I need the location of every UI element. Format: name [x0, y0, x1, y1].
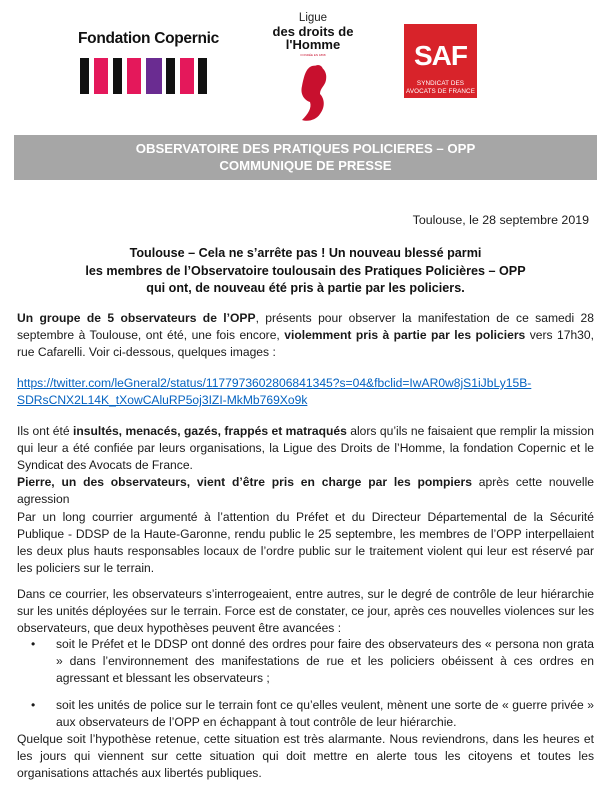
paragraph-intro [17, 310, 594, 361]
violence-text-3: après cette nouvelle agression [17, 475, 594, 506]
ldh-tagline: FONDÉE EN 1898 [300, 53, 326, 57]
twitter-link-line-1[interactable]: https://twitter.com/leGneral2/status/1177973602806841345?s=04&fbclid=IwAR0w8jS1iJbLy15B- [17, 376, 532, 390]
headline-line-3: qui ont, de nouveau été pris à partie par les policiers. [146, 281, 465, 295]
ldh-figure-icon [290, 62, 336, 124]
fondation-copernic-logo [78, 30, 219, 48]
twitter-link-line-2[interactable]: SDRsCNX2L14K_tXowCAluRP5oj3IZI-MkMb769Xo9k [17, 393, 308, 407]
ldh-line-1: Ligue [298, 12, 328, 24]
list-item-text: soit les unités de police sur le terrain font ce qu’elles veulent, mènent une sorte de « guerre privée » aux observateurs de l’OPP en échappant à tout contrôle de leur hiérarchie. [56, 698, 594, 729]
twitter-link[interactable] [17, 375, 594, 409]
hypotheses-list [31, 636, 594, 741]
title-banner [14, 135, 597, 180]
bullet-icon: • [31, 698, 36, 712]
ldh-line-2: des droits de [272, 24, 354, 39]
intro-bold-1: Un groupe de 5 observateurs de l’OPP [17, 311, 256, 325]
headline-line-1: Toulouse – Cela ne s’arrête pas ! Un nouveau blessé parmi [129, 246, 482, 260]
banner-title: OBSERVATOIRE DES PRATIQUES POLICIERES – OPP [135, 141, 476, 156]
violence-bold-1: insultés, menacés, gazés, frappés et matraqués [72, 424, 347, 438]
ligue-droits-homme-logo [268, 12, 358, 57]
saf-logo [404, 24, 477, 98]
bullet-icon: • [31, 637, 36, 651]
press-date: Toulouse, le 28 septembre 2019 [412, 213, 589, 227]
fondation-copernic-logo-text: Fondation Copernic [78, 30, 219, 47]
headline-line-2: les membres de l’Observatoire toulousain des Pratiques Policières – OPP [85, 263, 526, 278]
violence-bold-2: Pierre, un des observateurs, vient d’être pris en charge par les pompiers [17, 475, 472, 489]
list-item-text: soit le Préfet et le DDSP ont donné des ordres pour faire des observateurs des « persona non grata » dans l’environnement des manifestations de rue et les policiers obéissent à ces ordres en agressant et blessant les observateurs ; [56, 637, 594, 685]
intro-bold-2: violemment pris à partie par les policiers [284, 328, 526, 342]
copernic-bars-icon [80, 56, 210, 96]
saf-logo-sub-2: AVOCATS DE FRANCE [406, 87, 475, 95]
paragraph-conclusion: Quelque soit l’hypothèse retenue, cette situation est très alarmante. Nous reviendrons, dans les heures et les jours qui viennent sur cette situation qui doit mettre en alerte tous les citoyens et toutes les organisations attachés aux libertés publiques. [17, 732, 594, 780]
saf-logo-title: SAF [414, 40, 467, 71]
intro-text-1: , présents pour observer la manifestation de ce samedi 28 septembre à Toulouse, ont été, une fois encore, [17, 311, 594, 342]
saf-logo-sub-1: SYNDICAT DES [416, 80, 465, 87]
banner-subtitle: COMMUNIQUE DE PRESSE [219, 158, 392, 173]
violence-text-1: Ils ont été [17, 424, 73, 438]
press-headline [14, 245, 597, 298]
violence-text-2: alors qu’ils ne faisaient que remplir la mission qui leur a été confiée par leurs organisations, la Ligue des Droits de l’Homme, la fondation Copernic et le Syndicat des Avocats de France. [17, 424, 594, 472]
ldh-line-3: l'Homme [285, 37, 341, 52]
logos-header [0, 0, 611, 130]
list-item [31, 697, 594, 731]
paragraph-violence [17, 423, 594, 508]
intro-text-2: vers 17h30, rue Cafarelli. Voir ci-dessous, quelques images : [17, 328, 594, 359]
list-item [31, 636, 594, 687]
paragraph-hypotheses: Dans ce courrier, les observateurs s’interrogeaient, entre autres, sur le degré de contrôle de leur hiérarchie sur les unités déployées sur le terrain. Force est de constater, ce jour, après ces nouvelles violences sur les observateurs, que deux hypothèses peuvent être avancées : [17, 587, 594, 635]
paragraph-letter: Par un long courrier argumenté à l’attention du Préfet et du Directeur Départemental de la Sécurité Publique - DDSP de la Haute-Garonne, rendu public le 25 septembre, les membres de l’OPP interpellaient les deux plus hauts responsables locaux de l’ordre public sur le traitement violent qui leur est réservé par les policiers sur le terrain. [17, 510, 594, 575]
